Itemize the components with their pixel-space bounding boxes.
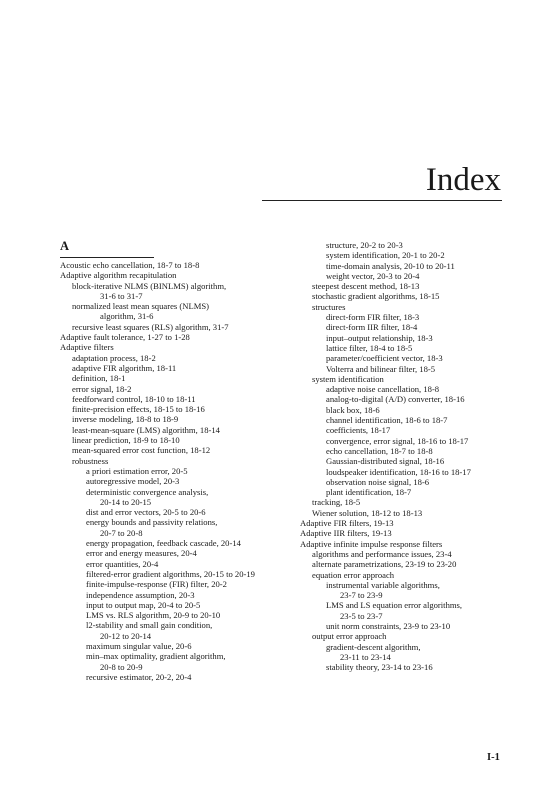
index-entry: energy propagation, feedback cascade, 20-14 [86, 538, 241, 549]
index-entry: stability theory, 23-14 to 23-16 [326, 662, 433, 673]
index-entry: mean-squared error cost function, 18-12 [72, 445, 211, 456]
index-entry: error quantities, 20-4 [86, 558, 159, 569]
index-entry: output error approach [312, 631, 387, 642]
index-entry: finite-impulse-response (FIR) filter, 20-2 [86, 579, 227, 590]
index-entry: structure, 20-2 to 20-3 [326, 240, 403, 250]
index-entry: alternate parametrizations, 23-19 to 23-20 [312, 559, 457, 570]
index-entry: Wiener solution, 18-12 to 18-13 [312, 507, 423, 518]
index-entry: structures [312, 301, 346, 312]
index-entry: adaptive noise cancellation, 18-8 [326, 384, 440, 395]
index-entry: system identification, 20-1 to 20-2 [326, 250, 445, 261]
index-entry: observation noise signal, 18-6 [326, 476, 430, 487]
index-entry: inverse modeling, 18-8 to 18-9 [72, 414, 179, 425]
index-entry: algorithms and performance issues, 23-4 [312, 548, 452, 559]
index-entry: gradient-descent algorithm, [326, 641, 421, 652]
index-entry: Gaussian-distributed signal, 18-16 [326, 456, 445, 467]
index-entry: 20-12 to 20-14 [100, 630, 152, 641]
index-entry: Volterra and bilinear filter, 18-5 [326, 363, 436, 374]
index-entry: normalized least mean squares (NLMS) [72, 301, 209, 312]
index-entry: LMS and LS equation error algorithms, [326, 600, 463, 611]
index-entry: independence assumption, 20-3 [86, 589, 195, 600]
index-entry: algorithm, 31-6 [100, 311, 154, 322]
section-letter: A [60, 239, 70, 253]
index-entry: 23-11 to 23-14 [340, 651, 391, 662]
index-entry: 20-14 to 20-15 [100, 496, 152, 507]
index-entry: loudspeaker identification, 18-16 to 18-17 [326, 466, 471, 477]
index-entry: maximum singular value, 20-6 [86, 640, 192, 651]
index-entry: 23-7 to 23-9 [340, 590, 383, 601]
index-entry: Adaptive fault tolerance, 1-27 to 1-28 [60, 332, 190, 343]
index-entry: plant identification, 18-7 [326, 487, 412, 498]
page-title: Index [425, 162, 501, 198]
index-entry: time-domain analysis, 20-10 to 20-11 [326, 260, 455, 271]
index-entry: 20-7 to 20-8 [100, 527, 143, 538]
index-entry: coefficients, 18-17 [326, 425, 391, 436]
index-entry: weight vector, 20-3 to 20-4 [326, 270, 420, 281]
index-entry: black box, 18-6 [326, 404, 380, 415]
index-entry: Adaptive FIR filters, 19-13 [300, 518, 394, 529]
index-column-right [300, 240, 518, 672]
index-entry: unit norm constraints, 23-9 to 23-10 [326, 620, 451, 631]
index-entry: steepest descent method, 18-13 [312, 281, 420, 292]
index-entry: 20-8 to 20-9 [100, 661, 143, 672]
index-entry: Adaptive infinite impulse response filters [300, 538, 443, 549]
page-number: I-1 [487, 752, 500, 763]
index-list-left [60, 260, 292, 682]
index-entry: tracking, 18-5 [312, 497, 361, 508]
index-entry: LMS vs. RLS algorithm, 20-9 to 20-10 [86, 610, 221, 621]
index-entry: energy bounds and passivity relations, [86, 517, 218, 528]
index-entry: input to output map, 20-4 to 20-5 [86, 599, 201, 610]
index-entry: instrumental variable algorithms, [326, 579, 440, 590]
index-entry: echo cancellation, 18-7 to 18-8 [326, 445, 433, 456]
index-entry: error and energy measures, 20-4 [86, 548, 197, 559]
index-entry: autoregressive model, 20-3 [86, 476, 180, 487]
index-entry: error signal, 18-2 [72, 383, 132, 394]
index-entry: 31-6 to 31-7 [100, 290, 143, 301]
index-entry: adaptation process, 18-2 [72, 352, 156, 363]
index-entry: min–max optimality, gradient algorithm, [86, 651, 226, 662]
index-entry: definition, 18-1 [72, 373, 126, 384]
index-entry: linear prediction, 18-9 to 18-10 [72, 435, 180, 446]
index-entry: system identification [312, 373, 384, 384]
index-entry: adaptive FIR algorithm, 18-11 [72, 362, 177, 373]
index-entry: direct-form FIR filter, 18-3 [326, 312, 420, 323]
index-entry: direct-form IIR filter, 18-4 [326, 322, 418, 333]
index-entry: robustness [72, 455, 109, 466]
section-letter-rule [60, 257, 154, 258]
index-entry: lattice filter, 18-4 to 18-5 [326, 342, 413, 353]
index-entry: dist and error vectors, 20-5 to 20-6 [86, 507, 206, 518]
index-column-left [60, 240, 292, 682]
index-entry: finite-precision effects, 18-15 to 18-16 [72, 404, 205, 415]
index-entry: convergence, error signal, 18-16 to 18-17 [326, 435, 469, 446]
index-entry: equation error approach [312, 569, 395, 580]
index-entry: l2-stability and small gain condition, [86, 620, 213, 631]
index-entry: recursive least squares (RLS) algorithm, 31-7 [72, 321, 229, 332]
index-entry: recursive estimator, 20-2, 20-4 [86, 671, 192, 682]
index-entry: analog-to-digital (A/D) converter, 18-16 [326, 394, 465, 405]
index-entry: Adaptive IIR filters, 19-13 [300, 528, 392, 539]
index-entry: least-mean-square (LMS) algorithm, 18-14 [72, 424, 220, 435]
index-entry: filtered-error gradient algorithms, 20-15 to 20-19 [86, 568, 255, 579]
title-rule [262, 200, 502, 201]
index-entry: channel identification, 18-6 to 18-7 [326, 415, 448, 426]
index-entry: 23-5 to 23-7 [340, 610, 383, 621]
index-entry: parameter/coefficient vector, 18-3 [326, 353, 443, 364]
index-entry: deterministic convergence analysis, [86, 486, 209, 497]
index-entry: Adaptive algorithm recapitulation [60, 270, 177, 281]
index-entry: Adaptive filters [60, 342, 114, 353]
index-list-right [300, 240, 518, 672]
index-entry: a priori estimation error, 20-5 [86, 465, 188, 476]
index-entry: feedforward control, 18-10 to 18-11 [72, 393, 196, 404]
index-entry: Acoustic echo cancellation, 18-7 to 18-8 [60, 260, 200, 270]
index-entry: block-iterative NLMS (BINLMS) algorithm, [72, 280, 227, 291]
index-entry: input–output relationship, 18-3 [326, 332, 433, 343]
index-entry: stochastic gradient algorithms, 18-15 [312, 291, 440, 302]
